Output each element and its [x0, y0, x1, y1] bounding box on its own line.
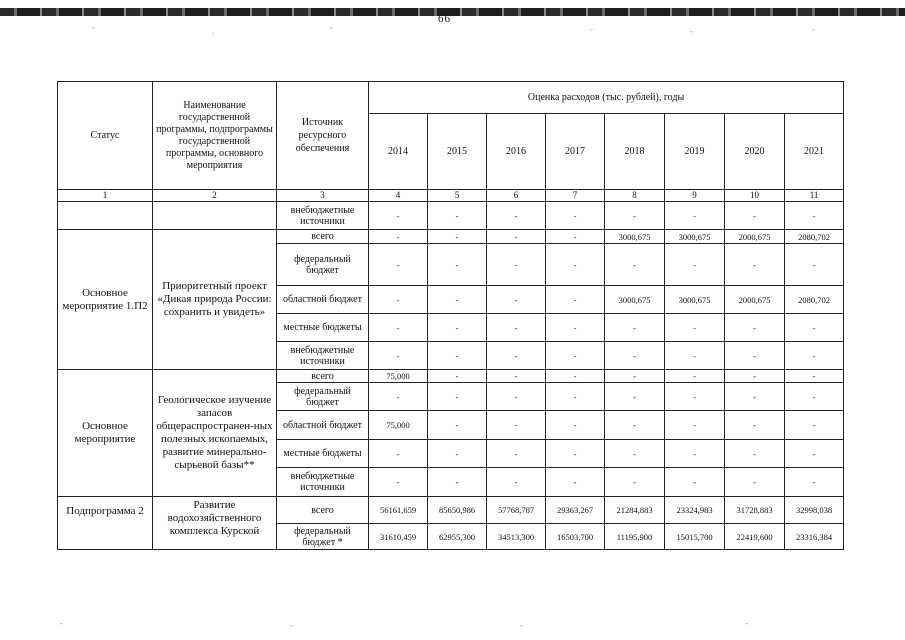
- value-cell: -: [665, 411, 725, 440]
- value-cell: 2000,675: [725, 230, 785, 244]
- value-cell: 2000,675: [725, 286, 785, 314]
- value-cell: -: [665, 468, 725, 497]
- value-cell: 23316,384: [785, 524, 844, 550]
- value-cell: 62955,300: [428, 524, 487, 550]
- value-cell: 29363,267: [546, 497, 605, 524]
- value-cell: 56161,659: [369, 497, 428, 524]
- value-cell: -: [785, 468, 844, 497]
- value-cell: -: [369, 230, 428, 244]
- value-cell: -: [546, 411, 605, 440]
- value-cell: -: [428, 342, 487, 370]
- value-cell: -: [428, 230, 487, 244]
- source-cell: областной бюджет: [277, 411, 369, 440]
- name-cell: Развитие водохозяйственного комплекса Курской: [153, 497, 277, 550]
- value-cell: -: [546, 370, 605, 383]
- value-cell: 31610,459: [369, 524, 428, 550]
- value-cell: -: [369, 202, 428, 230]
- column-number: 7: [546, 190, 605, 202]
- value-cell: 75,000: [369, 411, 428, 440]
- value-cell: -: [785, 411, 844, 440]
- scan-noise-mark: -: [92, 22, 95, 32]
- value-cell: -: [605, 468, 665, 497]
- value-cell: -: [725, 244, 785, 286]
- name-cell: Приоритетный проект «Дикая природа России: сохранить и увидеть»: [153, 230, 277, 370]
- year-header: 2014: [369, 114, 428, 190]
- value-cell: -: [605, 314, 665, 342]
- value-cell: -: [665, 383, 725, 411]
- scan-noise-mark: -: [330, 22, 333, 32]
- value-cell: 34513,300: [487, 524, 546, 550]
- header-name: Наименование государственной программы, подпрограммы государственной программы, основного мероприятия: [153, 82, 277, 190]
- source-cell: всего: [277, 497, 369, 524]
- column-number: 3: [277, 190, 369, 202]
- column-number: 11: [785, 190, 844, 202]
- value-cell: -: [546, 244, 605, 286]
- value-cell: -: [487, 314, 546, 342]
- value-cell: -: [487, 230, 546, 244]
- value-cell: -: [605, 202, 665, 230]
- value-cell: -: [546, 314, 605, 342]
- value-cell: 31728,883: [725, 497, 785, 524]
- value-cell: -: [546, 342, 605, 370]
- value-cell: -: [665, 370, 725, 383]
- name-cell: Геологическое изучение запасов общераспространен-ных полезных ископаемых, развитие минерально-сырьевой базы**: [153, 370, 277, 497]
- value-cell: -: [605, 370, 665, 383]
- value-cell: -: [428, 440, 487, 468]
- value-cell: -: [725, 383, 785, 411]
- scan-noise-mark: .: [212, 26, 215, 36]
- table-row: [58, 370, 844, 383]
- value-cell: 32998,038: [785, 497, 844, 524]
- column-number: 1: [58, 190, 153, 202]
- header-estimate: Оценка расходов (тыс. рублей), годы: [369, 82, 844, 114]
- value-cell: -: [428, 370, 487, 383]
- page-number: 66: [438, 13, 451, 25]
- value-cell: -: [487, 202, 546, 230]
- value-cell: -: [665, 342, 725, 370]
- value-cell: -: [605, 440, 665, 468]
- value-cell: 2080,702: [785, 286, 844, 314]
- source-cell: всего: [277, 370, 369, 383]
- value-cell: -: [546, 230, 605, 244]
- value-cell: -: [487, 468, 546, 497]
- value-cell: 85650,986: [428, 497, 487, 524]
- value-cell: 2080,702: [785, 230, 844, 244]
- column-number: 8: [605, 190, 665, 202]
- value-cell: -: [605, 411, 665, 440]
- source-cell: федеральный бюджет *: [277, 524, 369, 550]
- value-cell: 3000,675: [665, 230, 725, 244]
- table-row: [58, 202, 844, 230]
- scan-noise-mark: -: [590, 24, 593, 34]
- value-cell: -: [665, 202, 725, 230]
- value-cell: -: [785, 370, 844, 383]
- value-cell: -: [785, 314, 844, 342]
- header-status: Статус: [58, 82, 153, 190]
- value-cell: -: [546, 286, 605, 314]
- value-cell: -: [428, 411, 487, 440]
- value-cell: -: [665, 440, 725, 468]
- value-cell: 22419,600: [725, 524, 785, 550]
- scan-noise-mark: -: [812, 24, 815, 34]
- value-cell: -: [428, 468, 487, 497]
- column-number-row: [58, 190, 844, 202]
- value-cell: -: [369, 468, 428, 497]
- value-cell: -: [665, 244, 725, 286]
- value-cell: -: [369, 314, 428, 342]
- year-header: 2020: [725, 114, 785, 190]
- value-cell: 57768,787: [487, 497, 546, 524]
- source-cell: местные бюджеты: [277, 314, 369, 342]
- year-header: 2016: [487, 114, 546, 190]
- scan-noise-mark: -: [290, 620, 293, 630]
- value-cell: -: [725, 314, 785, 342]
- value-cell: -: [785, 202, 844, 230]
- value-cell: -: [725, 468, 785, 497]
- value-cell: -: [487, 342, 546, 370]
- status-cell: [58, 202, 153, 230]
- scan-noise-mark: -: [60, 618, 63, 628]
- column-number: 2: [153, 190, 277, 202]
- year-header: 2017: [546, 114, 605, 190]
- column-number: 5: [428, 190, 487, 202]
- value-cell: -: [725, 440, 785, 468]
- value-cell: -: [785, 244, 844, 286]
- column-number: 10: [725, 190, 785, 202]
- value-cell: -: [546, 468, 605, 497]
- value-cell: -: [369, 440, 428, 468]
- value-cell: -: [785, 440, 844, 468]
- source-cell: местные бюджеты: [277, 440, 369, 468]
- value-cell: 3000,675: [665, 286, 725, 314]
- value-cell: -: [546, 383, 605, 411]
- value-cell: 15015,700: [665, 524, 725, 550]
- value-cell: -: [487, 370, 546, 383]
- name-cell: [153, 202, 277, 230]
- value-cell: -: [725, 342, 785, 370]
- value-cell: 11195,900: [605, 524, 665, 550]
- value-cell: -: [428, 314, 487, 342]
- year-header: 2021: [785, 114, 844, 190]
- value-cell: -: [369, 342, 428, 370]
- year-header: 2019: [665, 114, 725, 190]
- value-cell: -: [725, 202, 785, 230]
- value-cell: 16503,700: [546, 524, 605, 550]
- value-cell: -: [605, 383, 665, 411]
- source-cell: внебюджетные источники: [277, 202, 369, 230]
- value-cell: -: [665, 314, 725, 342]
- value-cell: -: [785, 342, 844, 370]
- value-cell: -: [428, 286, 487, 314]
- scan-top-border: [0, 8, 905, 16]
- year-header: 2015: [428, 114, 487, 190]
- source-cell: областной бюджет: [277, 286, 369, 314]
- value-cell: -: [487, 440, 546, 468]
- budget-table: [57, 81, 844, 550]
- value-cell: -: [428, 244, 487, 286]
- header-row: [58, 82, 844, 114]
- value-cell: -: [605, 342, 665, 370]
- value-cell: -: [487, 286, 546, 314]
- value-cell: -: [428, 202, 487, 230]
- year-header: 2018: [605, 114, 665, 190]
- value-cell: 21284,883: [605, 497, 665, 524]
- value-cell: -: [725, 370, 785, 383]
- value-cell: 3000,675: [605, 230, 665, 244]
- value-cell: -: [369, 244, 428, 286]
- value-cell: -: [487, 411, 546, 440]
- table-row: [58, 497, 844, 524]
- status-cell: Основное мероприятие: [58, 370, 153, 497]
- value-cell: -: [605, 244, 665, 286]
- source-cell: всего: [277, 230, 369, 244]
- value-cell: -: [487, 383, 546, 411]
- status-cell: Подпрограмма 2: [58, 497, 153, 550]
- source-cell: федеральный бюджет: [277, 244, 369, 286]
- value-cell: -: [725, 411, 785, 440]
- value-cell: -: [546, 202, 605, 230]
- value-cell: -: [428, 383, 487, 411]
- status-cell: Основное мероприятие 1.П2: [58, 230, 153, 370]
- value-cell: -: [369, 286, 428, 314]
- column-number: 9: [665, 190, 725, 202]
- scan-noise-mark: -: [745, 618, 748, 628]
- table-row: [58, 230, 844, 244]
- column-number: 4: [369, 190, 428, 202]
- value-cell: -: [785, 383, 844, 411]
- value-cell: -: [546, 440, 605, 468]
- source-cell: внебюджетные источники: [277, 342, 369, 370]
- source-cell: внебюджетные источники: [277, 468, 369, 497]
- value-cell: 75,000: [369, 370, 428, 383]
- value-cell: 23324,983: [665, 497, 725, 524]
- source-cell: федеральный бюджет: [277, 383, 369, 411]
- scan-noise-mark: -: [520, 620, 523, 630]
- column-number: 6: [487, 190, 546, 202]
- value-cell: -: [369, 383, 428, 411]
- value-cell: 3000,675: [605, 286, 665, 314]
- header-source: Источник ресурсного обеспечения: [277, 82, 369, 190]
- value-cell: -: [487, 244, 546, 286]
- scan-noise-mark: -: [690, 26, 693, 36]
